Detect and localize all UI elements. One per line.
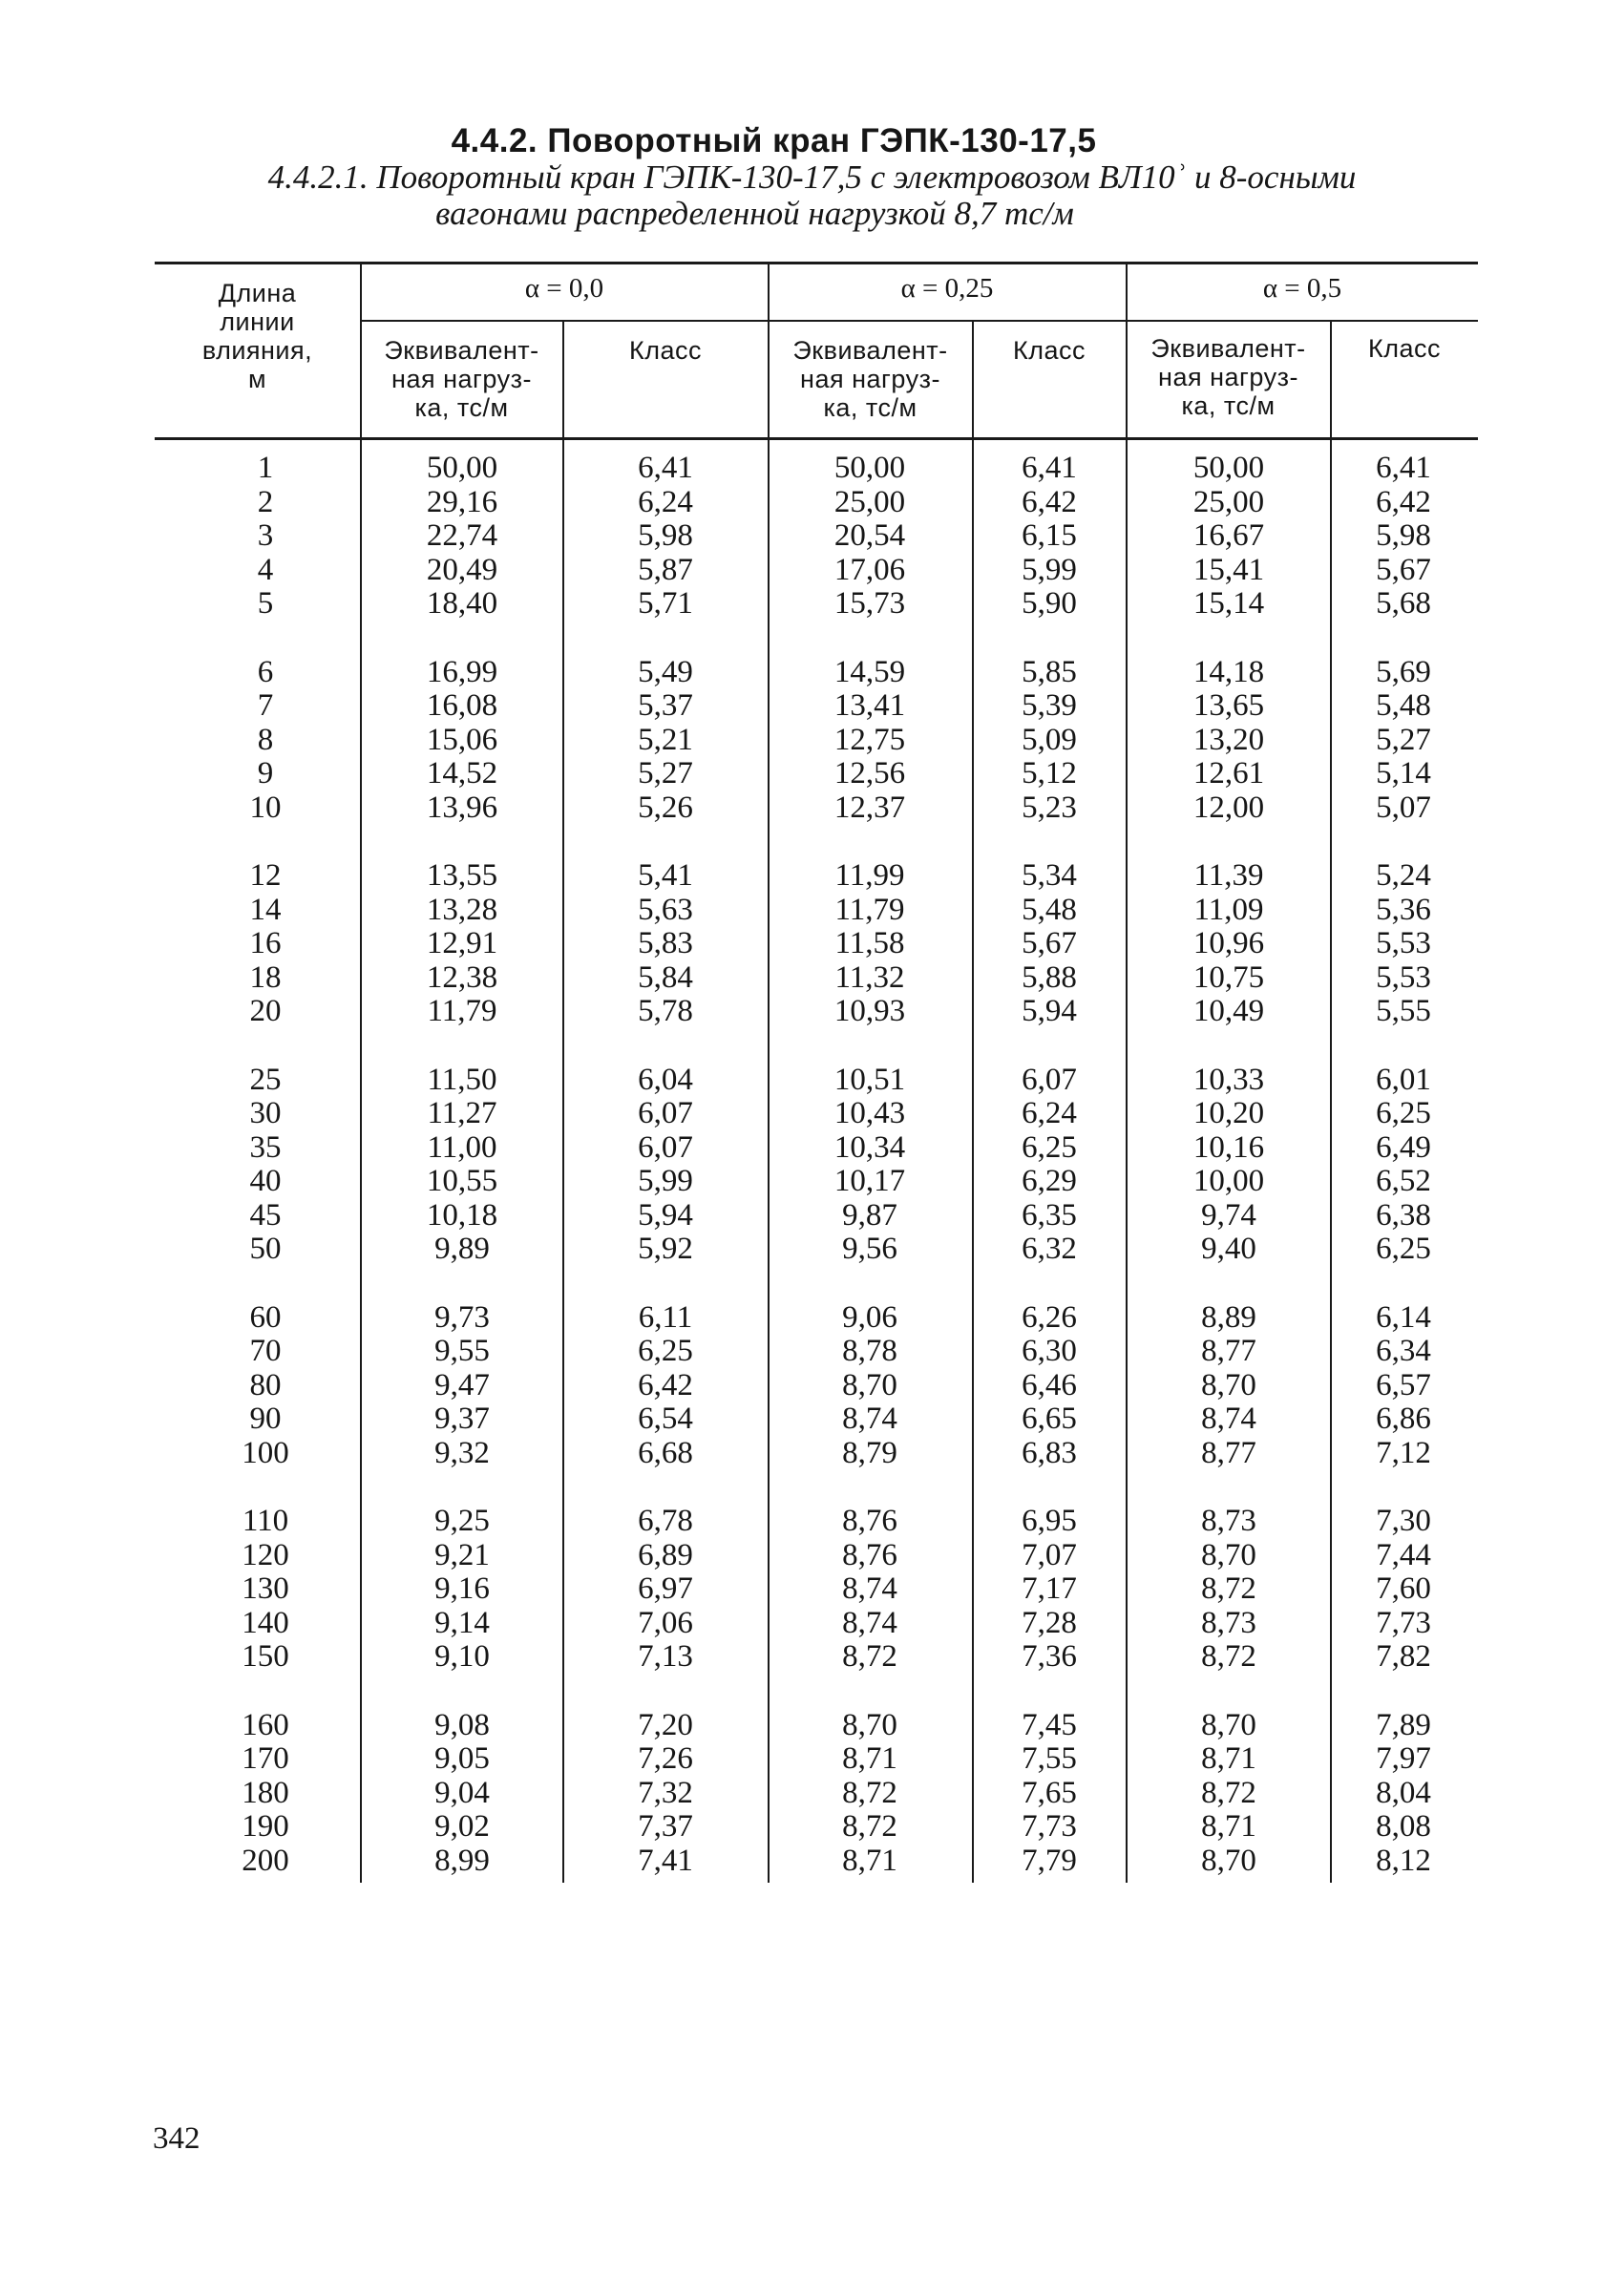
class-cell: 5,53 — [1376, 926, 1431, 960]
table-top-rule — [155, 262, 1478, 264]
load-cell: 9,73 — [434, 1300, 490, 1335]
load-cell: 8,74 — [842, 1571, 897, 1606]
class-cell: 7,32 — [638, 1776, 693, 1810]
class-cell: 7,79 — [1022, 1844, 1077, 1878]
load-cell: 11,00 — [427, 1130, 497, 1165]
class-cell: 5,83 — [638, 926, 693, 960]
class-cell: 5,24 — [1376, 858, 1431, 893]
load-cell: 16,08 — [426, 688, 498, 723]
length-column-header — [155, 279, 360, 393]
length-cell: 90 — [249, 1402, 282, 1436]
class-cell: 6,97 — [638, 1571, 693, 1606]
class-cell: 5,68 — [1376, 586, 1431, 621]
load-cell: 9,16 — [434, 1571, 490, 1606]
load-cell: 9,02 — [434, 1809, 490, 1844]
load-cell: 8,74 — [1201, 1402, 1256, 1436]
load-cell: 8,79 — [842, 1436, 897, 1470]
class-cell: 7,73 — [1376, 1606, 1431, 1640]
load-cell: 10,55 — [426, 1164, 498, 1198]
load-cell: 16,67 — [1192, 518, 1265, 553]
load-cell: 8,76 — [842, 1504, 897, 1538]
load-cell: 10,20 — [1192, 1096, 1265, 1130]
load-cell: 14,59 — [833, 655, 906, 689]
length-cell: 7 — [257, 688, 274, 723]
load-cell: 8,73 — [1201, 1606, 1256, 1640]
length-cell: 100 — [242, 1436, 289, 1470]
load-header-line: ка, тс/м — [1181, 391, 1276, 420]
class-cell: 5,94 — [1022, 994, 1077, 1028]
class-cell: 5,07 — [1376, 791, 1431, 825]
load-cell: 25,00 — [1192, 485, 1265, 519]
class-cell: 5,26 — [638, 791, 693, 825]
load-cell: 10,34 — [833, 1130, 906, 1165]
class-header: Класс — [1368, 334, 1441, 363]
load-cell: 9,32 — [434, 1436, 490, 1470]
class-cell: 5,53 — [1376, 960, 1431, 995]
class-cell: 6,14 — [1376, 1300, 1431, 1335]
load-cell: 17,06 — [833, 553, 906, 587]
load-cell: 12,37 — [833, 791, 906, 825]
load-cell: 8,71 — [842, 1741, 897, 1776]
class-cell: 6,68 — [638, 1436, 693, 1470]
length-cell: 150 — [242, 1639, 289, 1674]
load-cell: 8,76 — [842, 1538, 897, 1572]
load-cell: 10,93 — [833, 994, 906, 1028]
class-cell: 5,36 — [1376, 893, 1431, 927]
load-cell: 12,56 — [833, 756, 906, 791]
header-bottom-rule — [155, 437, 1478, 440]
load-cell: 9,25 — [434, 1504, 490, 1538]
class-cell: 5,12 — [1022, 756, 1077, 791]
class-cell: 7,82 — [1376, 1639, 1431, 1674]
class-cell: 6,86 — [1376, 1402, 1431, 1436]
class-cell: 6,78 — [638, 1504, 693, 1538]
class-cell: 6,52 — [1376, 1164, 1431, 1198]
class-cell: 6,32 — [1022, 1232, 1077, 1266]
class-cell: 5,41 — [638, 858, 693, 893]
load-cell: 20,54 — [833, 518, 906, 553]
length-cell: 18 — [249, 960, 282, 995]
class-cell: 5,27 — [1376, 723, 1431, 757]
load-cell: 8,77 — [1201, 1436, 1256, 1470]
load-cell: 13,55 — [426, 858, 498, 893]
load-cell: 14,18 — [1192, 655, 1265, 689]
class-cell: 5,98 — [1376, 518, 1431, 553]
load-cell: 10,33 — [1192, 1063, 1265, 1097]
class-cell: 5,21 — [638, 723, 693, 757]
load-cell: 14,52 — [426, 756, 498, 791]
length-cell: 35 — [249, 1130, 282, 1165]
load-cell: 9,55 — [434, 1334, 490, 1368]
class-cell: 5,99 — [638, 1164, 693, 1198]
equivalent-load-header — [361, 336, 562, 422]
load-cell: 12,38 — [426, 960, 498, 995]
length-cell: 50 — [249, 1232, 282, 1266]
length-cell: 170 — [242, 1741, 289, 1776]
load-cell: 9,89 — [434, 1232, 490, 1266]
length-cell: 40 — [249, 1164, 282, 1198]
class-cell: 5,34 — [1022, 858, 1077, 893]
load-cell: 11,50 — [427, 1063, 497, 1097]
alpha-group-rule — [361, 320, 1478, 322]
length-cell: 20 — [249, 994, 282, 1028]
class-cell: 7,60 — [1376, 1571, 1431, 1606]
class-cell: 6,57 — [1376, 1368, 1431, 1402]
alpha-group-label: α = 0,25 — [900, 273, 994, 304]
load-cell: 9,14 — [434, 1606, 490, 1640]
class-cell: 5,49 — [638, 655, 693, 689]
class-cell: 6,25 — [1376, 1232, 1431, 1266]
length-cell: 16 — [249, 926, 282, 960]
length-cell: 5 — [257, 586, 274, 621]
load-cell: 13,41 — [833, 688, 906, 723]
load-cell: 8,72 — [1201, 1571, 1256, 1606]
length-cell: 160 — [242, 1708, 289, 1742]
load-cell: 12,75 — [833, 723, 906, 757]
class-cell: 6,42 — [1376, 485, 1431, 519]
class-cell: 6,46 — [1022, 1368, 1077, 1402]
class-cell: 6,54 — [638, 1402, 693, 1436]
class-cell: 7,37 — [638, 1809, 693, 1844]
class-cell: 7,06 — [638, 1606, 693, 1640]
length-cell: 180 — [242, 1776, 289, 1810]
load-cell: 12,61 — [1192, 756, 1265, 791]
class-cell: 7,36 — [1022, 1639, 1077, 1674]
length-cell: 190 — [242, 1809, 289, 1844]
column-rule — [768, 263, 770, 1883]
length-cell: 110 — [242, 1504, 289, 1538]
length-cell: 2 — [257, 485, 274, 519]
page-number: 342 — [153, 2121, 200, 2156]
load-cell: 10,16 — [1192, 1130, 1265, 1165]
length-header-line: линии — [220, 307, 295, 336]
length-cell: 120 — [242, 1538, 289, 1572]
load-cell: 10,00 — [1192, 1164, 1265, 1198]
class-cell: 7,17 — [1022, 1571, 1077, 1606]
class-cell: 6,41 — [1376, 451, 1431, 485]
load-cell: 10,18 — [426, 1198, 498, 1233]
load-cell: 11,32 — [834, 960, 905, 995]
load-cell: 8,77 — [1201, 1334, 1256, 1368]
load-cell: 8,72 — [1201, 1776, 1256, 1810]
length-cell: 45 — [249, 1198, 282, 1233]
load-cell: 11,39 — [1193, 858, 1264, 893]
load-cell: 8,70 — [1201, 1844, 1256, 1878]
load-cell: 8,74 — [842, 1402, 897, 1436]
class-cell: 5,87 — [638, 553, 693, 587]
class-cell: 5,92 — [638, 1232, 693, 1266]
length-cell: 200 — [242, 1844, 289, 1878]
class-cell: 5,94 — [638, 1198, 693, 1233]
load-cell: 11,79 — [834, 893, 905, 927]
section-heading: 4.4.2. Поворотный кран ГЭПК-130-17,5 — [451, 122, 1097, 159]
load-cell: 8,72 — [842, 1809, 897, 1844]
load-cell: 9,06 — [842, 1300, 897, 1335]
class-cell: 5,09 — [1022, 723, 1077, 757]
load-cell: 50,00 — [426, 451, 498, 485]
load-cell: 18,40 — [426, 586, 498, 621]
class-cell: 7,45 — [1022, 1708, 1077, 1742]
class-cell: 5,88 — [1022, 960, 1077, 995]
class-cell: 6,26 — [1022, 1300, 1077, 1335]
load-cell: 8,71 — [842, 1844, 897, 1878]
class-cell: 5,98 — [638, 518, 693, 553]
load-cell: 9,10 — [434, 1639, 490, 1674]
load-cell: 10,49 — [1192, 994, 1265, 1028]
load-cell: 11,27 — [427, 1096, 497, 1130]
length-cell: 1 — [257, 451, 274, 485]
column-rule — [1126, 263, 1128, 1883]
load-cell: 9,08 — [434, 1708, 490, 1742]
class-cell: 6,41 — [1022, 451, 1077, 485]
length-cell: 3 — [257, 518, 274, 553]
load-cell: 10,96 — [1192, 926, 1265, 960]
load-cell: 13,65 — [1192, 688, 1265, 723]
load-cell: 9,40 — [1201, 1232, 1256, 1266]
load-header-line: ная нагруз- — [800, 365, 940, 393]
length-cell: 25 — [249, 1063, 282, 1097]
load-cell: 8,72 — [842, 1776, 897, 1810]
class-cell: 5,78 — [638, 994, 693, 1028]
class-cell: 5,69 — [1376, 655, 1431, 689]
load-cell: 16,99 — [426, 655, 498, 689]
class-cell: 5,99 — [1022, 553, 1077, 587]
length-cell: 14 — [249, 893, 282, 927]
load-cell: 8,74 — [842, 1606, 897, 1640]
class-cell: 5,37 — [638, 688, 693, 723]
class-cell: 6,34 — [1376, 1334, 1431, 1368]
load-cell: 9,21 — [434, 1538, 490, 1572]
load-header-line: Эквивалент- — [384, 336, 539, 365]
load-cell: 20,49 — [426, 553, 498, 587]
class-cell: 7,89 — [1376, 1708, 1431, 1742]
class-cell: 7,73 — [1022, 1809, 1077, 1844]
class-cell: 6,24 — [638, 485, 693, 519]
load-cell: 8,70 — [842, 1708, 897, 1742]
class-cell: 7,20 — [638, 1708, 693, 1742]
class-cell: 8,04 — [1376, 1776, 1431, 1810]
class-cell: 6,38 — [1376, 1198, 1431, 1233]
class-cell: 7,65 — [1022, 1776, 1077, 1810]
class-cell: 6,07 — [638, 1130, 693, 1165]
load-header-line: Эквивалент- — [792, 336, 948, 365]
load-cell: 8,78 — [842, 1334, 897, 1368]
length-header-line: Длина — [218, 279, 297, 307]
class-cell: 5,90 — [1022, 586, 1077, 621]
load-cell: 8,73 — [1201, 1504, 1256, 1538]
class-cell: 6,89 — [638, 1538, 693, 1572]
load-cell: 50,00 — [833, 451, 906, 485]
load-cell: 8,70 — [842, 1368, 897, 1402]
class-header: Класс — [1013, 336, 1086, 365]
load-cell: 8,72 — [1201, 1639, 1256, 1674]
class-cell: 7,55 — [1022, 1741, 1077, 1776]
class-cell: 8,12 — [1376, 1844, 1431, 1878]
class-cell: 5,67 — [1376, 553, 1431, 587]
load-cell: 13,28 — [426, 893, 498, 927]
class-cell: 6,35 — [1022, 1198, 1077, 1233]
load-header-line: ка, тс/м — [414, 393, 509, 422]
alpha-group-label: α = 0,0 — [524, 273, 604, 304]
load-cell: 8,99 — [434, 1844, 490, 1878]
class-cell: 7,41 — [638, 1844, 693, 1878]
length-cell: 9 — [257, 756, 274, 791]
class-cell: 6,07 — [1022, 1063, 1077, 1097]
load-cell: 9,05 — [434, 1741, 490, 1776]
alpha-group-label: α = 0,5 — [1262, 273, 1342, 304]
length-cell: 70 — [249, 1334, 282, 1368]
length-cell: 80 — [249, 1368, 282, 1402]
class-cell: 5,39 — [1022, 688, 1077, 723]
length-header-line: м — [247, 365, 267, 393]
length-cell: 6 — [257, 655, 274, 689]
class-cell: 7,97 — [1376, 1741, 1431, 1776]
load-header-line: ка, тс/м — [823, 393, 917, 422]
class-cell: 5,48 — [1022, 893, 1077, 927]
class-cell: 7,28 — [1022, 1606, 1077, 1640]
class-cell: 5,85 — [1022, 655, 1077, 689]
load-cell: 22,74 — [426, 518, 498, 553]
class-cell: 8,08 — [1376, 1809, 1431, 1844]
class-cell: 6,25 — [1022, 1130, 1077, 1165]
load-cell: 13,96 — [426, 791, 498, 825]
load-cell: 8,70 — [1201, 1708, 1256, 1742]
load-cell: 11,09 — [1193, 893, 1264, 927]
length-cell: 140 — [242, 1606, 289, 1640]
load-cell: 9,47 — [434, 1368, 490, 1402]
class-cell: 7,13 — [638, 1639, 693, 1674]
class-cell: 6,15 — [1022, 518, 1077, 553]
class-cell: 7,07 — [1022, 1538, 1077, 1572]
class-cell: 7,26 — [638, 1741, 693, 1776]
class-cell: 6,83 — [1022, 1436, 1077, 1470]
load-cell: 8,70 — [1201, 1538, 1256, 1572]
class-cell: 6,42 — [638, 1368, 693, 1402]
subsection-heading-line-2: вагонами распределенной нагрузкой 8,7 тс/м — [435, 195, 1074, 232]
load-cell: 15,14 — [1192, 586, 1265, 621]
load-cell: 12,00 — [1192, 791, 1265, 825]
class-cell: 6,30 — [1022, 1334, 1077, 1368]
class-cell: 6,65 — [1022, 1402, 1077, 1436]
load-cell: 9,04 — [434, 1776, 490, 1810]
class-cell: 6,25 — [1376, 1096, 1431, 1130]
load-cell: 9,74 — [1201, 1198, 1256, 1233]
equivalent-load-header — [1127, 334, 1330, 420]
class-cell: 5,67 — [1022, 926, 1077, 960]
equivalent-load-header — [769, 336, 972, 422]
class-cell: 7,12 — [1376, 1436, 1431, 1470]
load-cell: 9,56 — [842, 1232, 897, 1266]
load-cell: 12,91 — [426, 926, 498, 960]
load-cell: 11,99 — [834, 858, 905, 893]
load-cell: 15,73 — [833, 586, 906, 621]
length-cell: 10 — [249, 791, 282, 825]
class-cell: 6,95 — [1022, 1504, 1077, 1538]
column-rule — [562, 321, 564, 1883]
class-cell: 7,44 — [1376, 1538, 1431, 1572]
length-cell: 8 — [257, 723, 274, 757]
load-cell: 50,00 — [1192, 451, 1265, 485]
length-header-line: влияния, — [201, 336, 313, 365]
load-cell: 10,75 — [1192, 960, 1265, 995]
load-cell: 11,58 — [834, 926, 905, 960]
class-cell: 6,29 — [1022, 1164, 1077, 1198]
class-cell: 5,23 — [1022, 791, 1077, 825]
class-cell: 6,07 — [638, 1096, 693, 1130]
load-cell: 8,70 — [1201, 1368, 1256, 1402]
load-cell: 10,43 — [833, 1096, 906, 1130]
class-cell: 6,42 — [1022, 485, 1077, 519]
load-cell: 8,89 — [1201, 1300, 1256, 1335]
class-cell: 5,71 — [638, 586, 693, 621]
length-cell: 12 — [249, 858, 282, 893]
class-cell: 6,25 — [638, 1334, 693, 1368]
class-cell: 5,63 — [638, 893, 693, 927]
length-cell: 60 — [249, 1300, 282, 1335]
class-cell: 5,27 — [638, 756, 693, 791]
load-cell: 15,06 — [426, 723, 498, 757]
load-cell: 8,71 — [1201, 1809, 1256, 1844]
class-cell: 7,30 — [1376, 1504, 1431, 1538]
class-cell: 6,04 — [638, 1063, 693, 1097]
load-cell: 29,16 — [426, 485, 498, 519]
class-cell: 6,49 — [1376, 1130, 1431, 1165]
load-cell: 10,17 — [833, 1164, 906, 1198]
length-cell: 4 — [257, 553, 274, 587]
class-cell: 5,48 — [1376, 688, 1431, 723]
load-cell: 11,79 — [427, 994, 497, 1028]
load-cell: 25,00 — [833, 485, 906, 519]
load-cell: 8,71 — [1201, 1741, 1256, 1776]
class-cell: 6,01 — [1376, 1063, 1431, 1097]
load-cell: 9,87 — [842, 1198, 897, 1233]
load-header-line: ная нагруз- — [1158, 363, 1298, 391]
subsection-heading-line-1: 4.4.2.1. Поворотный кран ГЭПК-130-17,5 с электровозом ВЛ10ʾ и 8-осными — [267, 158, 1357, 196]
class-cell: 6,24 — [1022, 1096, 1077, 1130]
class-cell: 5,84 — [638, 960, 693, 995]
load-header-line: ная нагруз- — [391, 365, 532, 393]
class-cell: 6,11 — [638, 1300, 693, 1335]
length-cell: 130 — [242, 1571, 289, 1606]
load-cell: 8,72 — [842, 1639, 897, 1674]
load-cell: 10,51 — [833, 1063, 906, 1097]
length-cell: 30 — [249, 1096, 282, 1130]
load-cell: 15,41 — [1192, 553, 1265, 587]
class-cell: 5,14 — [1376, 756, 1431, 791]
class-header: Класс — [629, 336, 702, 365]
load-cell: 9,37 — [434, 1402, 490, 1436]
class-cell: 5,55 — [1376, 994, 1431, 1028]
load-header-line: Эквивалент- — [1150, 334, 1306, 363]
load-cell: 13,20 — [1192, 723, 1265, 757]
class-cell: 6,41 — [638, 451, 693, 485]
